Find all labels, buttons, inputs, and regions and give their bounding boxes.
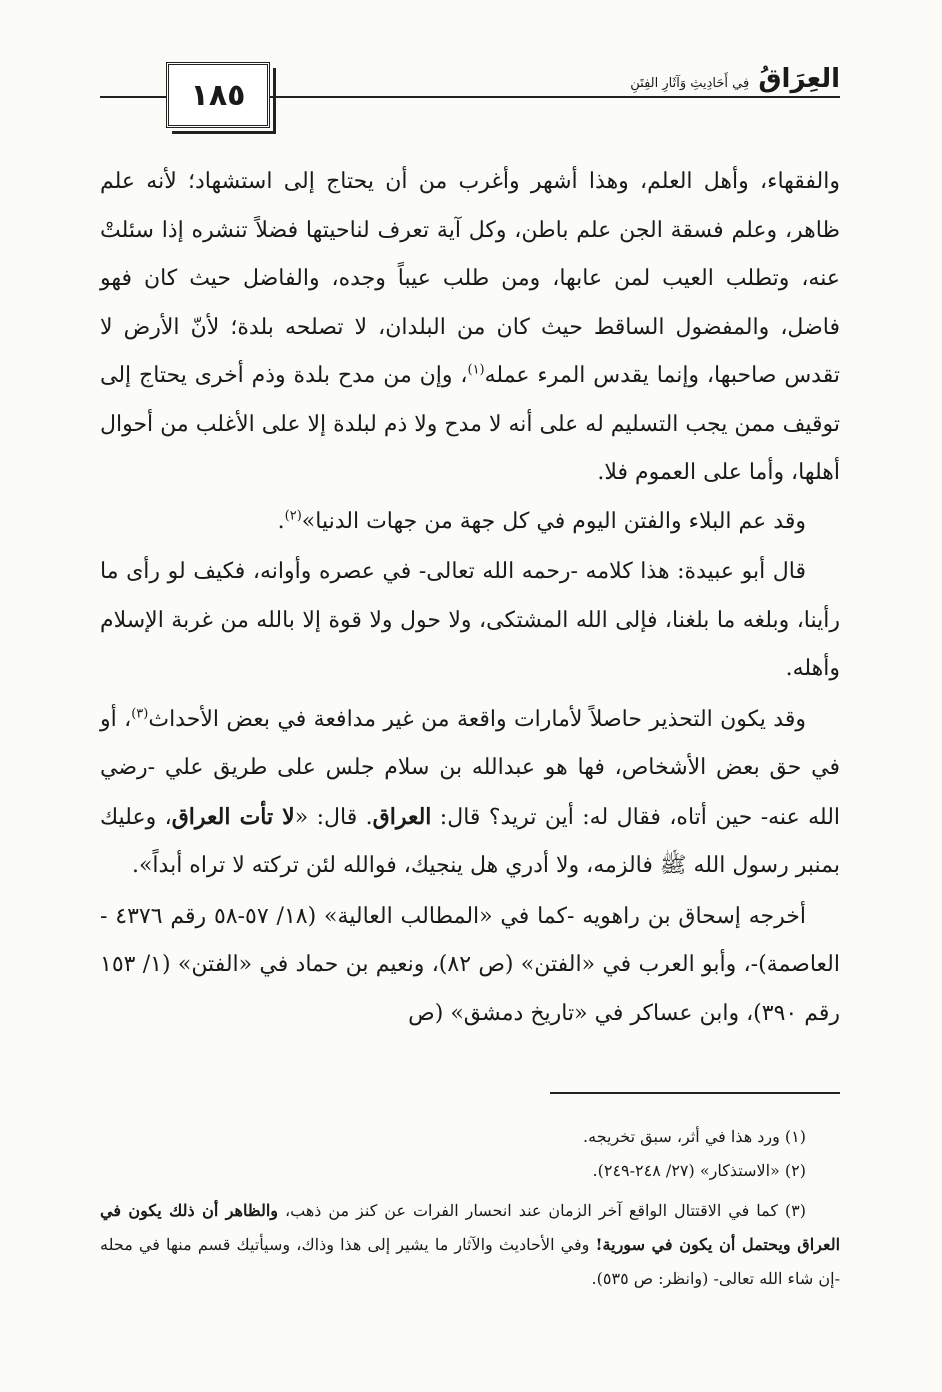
book-title-sub: فِي أَحَادِيثِ وَآثَارِ الفِتَنِ bbox=[630, 76, 750, 91]
footnote-3-text-a: (٣) كما في الاقتتال الواقع آخر الزمان عند انحسار الفرات عن كنز من ذهب، bbox=[278, 1201, 807, 1220]
paragraph-4-bold-2: لا تأت العراق bbox=[171, 803, 295, 830]
main-text bbox=[100, 158, 840, 1038]
footnotes bbox=[100, 1120, 840, 1296]
footnote-ref-3: (٣) bbox=[131, 706, 149, 722]
paragraph-1-text-continued: ، وإن من مدح بلدة وذم أخرى يحتاج إلى توقيف ممن يجب التسليم له على أنه لا مدح ولا ذم لبلدة إلا على الأغلب من أحوال أهلها، وأما على العموم فلا. bbox=[100, 363, 840, 485]
page-header bbox=[100, 56, 840, 136]
header-rule-left bbox=[100, 96, 166, 98]
paragraph-4-bold-1: العراق bbox=[372, 803, 432, 830]
paragraph-1 bbox=[100, 158, 840, 498]
paragraph-3: قال أبو عبيدة: هذا كلامه -رحمه الله تعالى- في عصره وأوانه، فكيف لو رأى ما رأينا، وبلغه ما بلغنا، فإلى الله المشتكى، ولا حول ولا قوة إلا بالله من غربة الإسلام وأهله. bbox=[100, 559, 840, 681]
paragraph-4-text-c: . قال: « bbox=[294, 804, 373, 830]
footnote-ref-2: (٢) bbox=[284, 508, 302, 524]
paragraph-4-text-d: ، وعليك بمنبر رسول الله ﷺ فالزمه، ولا أدري هل ينجيك، فوالله لئن تركته لا تراه أبداً». bbox=[100, 804, 840, 878]
book-title bbox=[622, 64, 840, 94]
footnote-2: (٢) «الاستذكار» (٢٧/ ٢٤٨-٢٤٩). bbox=[592, 1161, 806, 1180]
footnote-ref-1: (١) bbox=[467, 362, 485, 378]
paragraph-2-end: . bbox=[277, 508, 285, 534]
footnote-3-text-b: وفي الأحاديث والآثار ما يشير إلى هذا وذاك، وسيأتيك قسم منها في محله -إن شاء الله تعالى- (وانظر: ص ٥٣٥). bbox=[100, 1235, 840, 1288]
paragraph-1-text: والفقهاء، وأهل العلم، وهذا أشهر وأغرب من أن يحتاج إلى استشهاد؛ لأنه علم ظاهر، وعلم فسقة الجن علم باطن، وكل آية تعرف لناحيتها فضلاً تنشره إذا سئلتْ عنه، وتطلب العيب لمن عابها، ومن طلب عيباً وجده، والفاضل حيث كان فهو فاضل، والمفضول الساقط حيث كان من البلدان، لا تصلحه بلدة؛ لأنّ الأرض لا تقدس صاحبها، وإنما يقدس المرء عمله bbox=[100, 169, 840, 388]
header-rule-right bbox=[270, 96, 840, 98]
footnote-3 bbox=[100, 1194, 840, 1296]
book-title-main: العِرَاقُ bbox=[758, 64, 840, 94]
paragraph-4 bbox=[100, 696, 840, 891]
paragraph-2 bbox=[100, 498, 840, 547]
paragraph-4-text-b: ، أو في حق بعض الأشخاص، فها هو عبدالله بن سلام جلس على طريق علي -رضي الله عنه- حين أتاه، فقال له: أين تريد؟ قال: bbox=[100, 706, 841, 830]
page-number: ١٨٥ bbox=[166, 62, 270, 128]
paragraph-5: أخرجه إسحاق بن راهويه -كما في «المطالب العالية» (١٨/ ٥٧-٥٨ رقم ٤٣٧٦ - العاصمة)-، وأبو العرب في «الفتن» (ص ٨٢)، ونعيم بن حماد في «الفتن» (١/ ١٥٣ رقم ٣٩٠)، وابن عساكر في «تاريخ دمشق» (ص bbox=[100, 903, 840, 1026]
footnote-separator bbox=[550, 1092, 840, 1094]
paragraph-4-text-a: وقد يكون التحذير حاصلاً لأمارات واقعة من غير مدافعة في بعض الأحداث bbox=[148, 706, 806, 732]
footnote-3-bold: والظاهر أن ذلك يكون في العراق ويحتمل أن يكون في سورية! bbox=[100, 1201, 841, 1254]
paragraph-2-text: وقد عم البلاء والفتن اليوم في كل جهة من جهات الدنيا» bbox=[301, 508, 806, 534]
footnote-1: (١) ورد هذا في أثر، سبق تخريجه. bbox=[583, 1127, 806, 1146]
